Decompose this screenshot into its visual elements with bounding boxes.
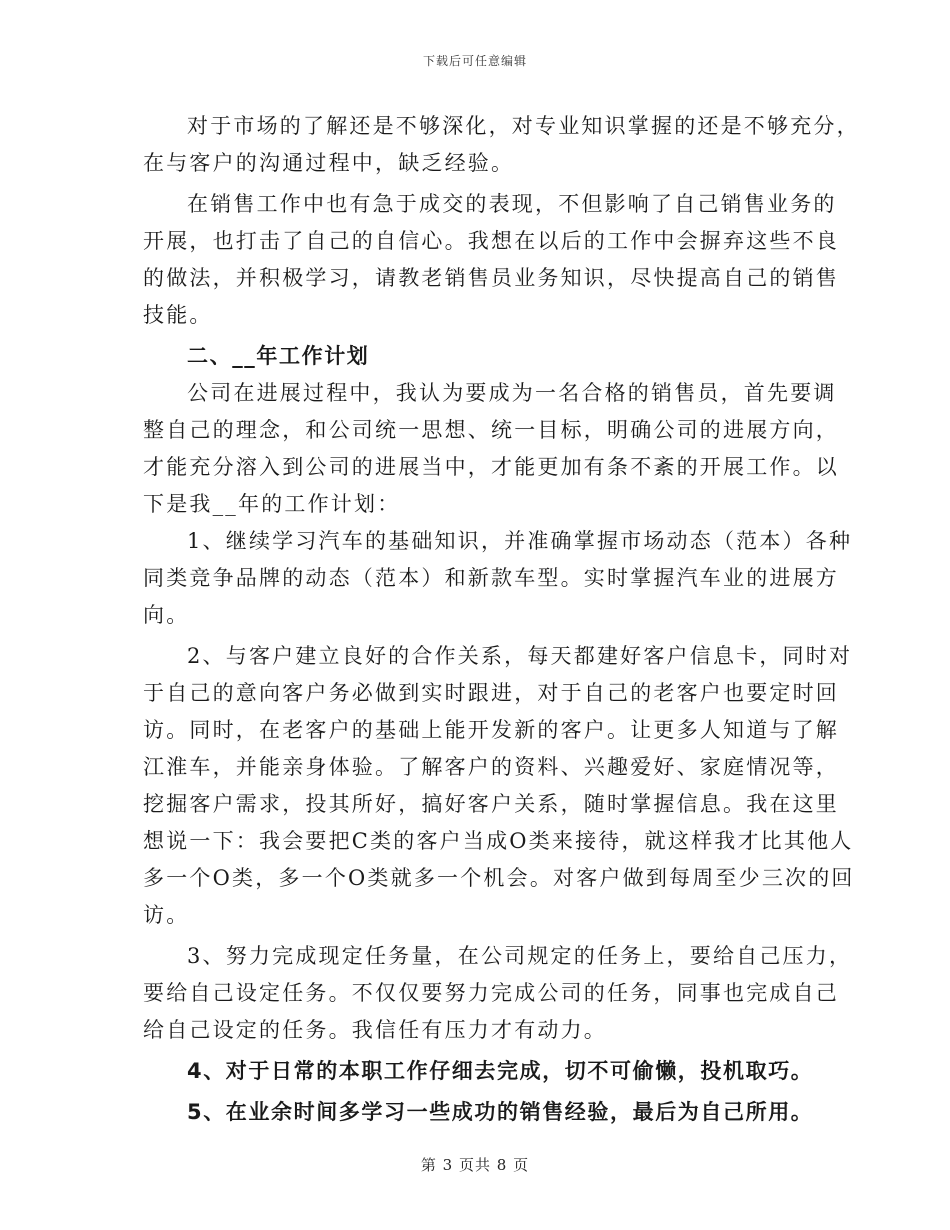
paragraph-line: 开展，也打击了自己的自信心。我想在以后的工作中会摒弃这些不良 — [143, 229, 839, 253]
bold-paragraph-line: 4、对于日常的本职工作仔细去完成，切不可偷懒，投机取巧。 — [187, 1059, 814, 1083]
paragraph-line: 公司在进展过程中，我认为要成为一名合格的销售员，首先要调 — [187, 381, 837, 405]
paragraph-line: 想说一下：我会要把C类的客户当成O类来接待，就这样我才比其他人 — [143, 829, 854, 853]
paragraph-line: 的做法，并积极学习，请教老销售员业务知识，尽快提高自己的销售 — [143, 266, 839, 290]
paragraph-line: 挖掘客户需求，投其所好，搞好客户关系，随时掌握信息。我在这里 — [143, 792, 839, 816]
paragraph-line: 对于市场的了解还是不够深化，对专业知识掌握的还是不够充分， — [187, 114, 860, 138]
page-header: 下载后可任意编辑 — [422, 54, 527, 68]
paragraph-line: 多一个O类，多一个O类就多一个机会。对客户做到每周至少三次的回 — [143, 866, 855, 890]
paragraph-line: 给自己设定的任务。我信任有压力才有动力。 — [143, 1018, 607, 1042]
paragraph-line: 于自己的意向客户务必做到实时跟进，对于自己的老客户也要定时回 — [143, 681, 839, 705]
paragraph-line: 向。 — [143, 603, 190, 627]
document-body — [143, 108, 860, 1131]
paragraph-line: 在与客户的沟通过程中，缺乏经验。 — [143, 151, 515, 175]
paragraph-line: 2、与客户建立良好的合作关系，每天都建好客户信息卡，同时对 — [187, 644, 853, 668]
section-heading: 二、__年工作计划 — [187, 344, 370, 368]
paragraph-line: 下是我__年的工作计划： — [143, 492, 401, 516]
paragraph-line: 要给自己设定任务。不仅仅要努力完成公司的任务，同事也完成自己 — [143, 981, 839, 1005]
paragraph-line: 3、努力完成现定任务量，在公司规定的任务上，要给自己压力， — [187, 944, 853, 968]
paragraph-line: 同类竞争品牌的动态（范本）和新款车型。实时掌握汽车业的进展方 — [143, 566, 839, 590]
paragraph-line: 才能充分溶入到公司的进展当中，才能更加有条不紊的开展工作。以 — [143, 455, 839, 479]
paragraph-line: 整自己的理念，和公司统一思想、统一目标，明确公司的进展方向， — [143, 418, 839, 442]
paragraph-line: 在销售工作中也有急于成交的表现，不但影响了自己销售业务的 — [187, 192, 837, 216]
paragraph-line: 江淮车，并能亲身体验。了解客户的资料、兴趣爱好、家庭情况等， — [143, 755, 839, 779]
page-footer: 第 3 页共 8 页 — [420, 1156, 530, 1174]
paragraph-line: 访。同时，在老客户的基础上能开发新的客户。让更多人知道与了解 — [143, 718, 839, 742]
paragraph-line: 访。 — [143, 903, 190, 927]
paragraph-line: 技能。 — [143, 303, 213, 327]
bold-paragraph-line: 5、在业余时间多学习一些成功的销售经验，最后为自己所用。 — [187, 1100, 814, 1124]
paragraph-line: 1、继续学习汽车的基础知识，并准确掌握市场动态（范本）各种 — [187, 529, 853, 553]
